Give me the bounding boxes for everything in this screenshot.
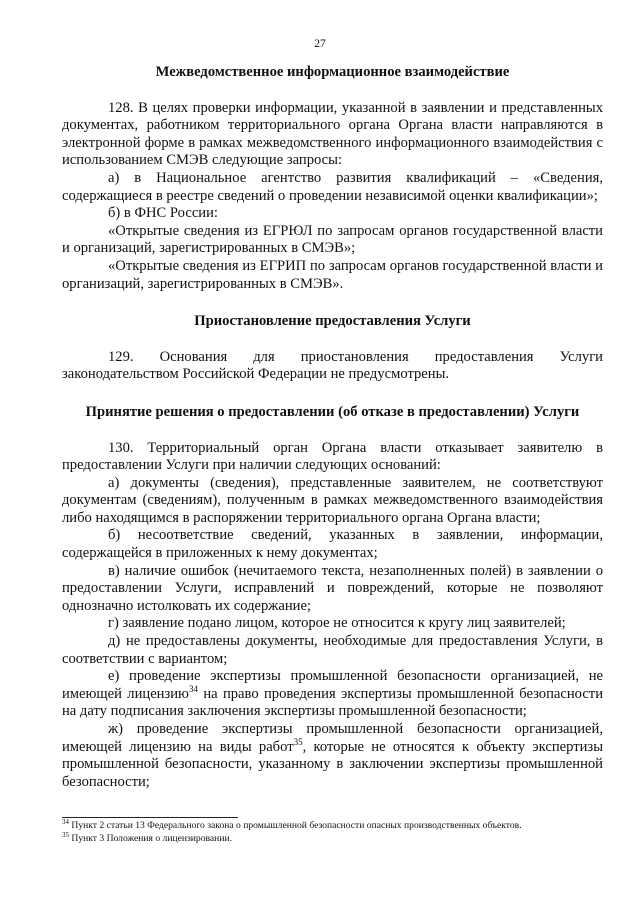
- paragraph-130-a: а) документы (сведения), представленные заявителем, не соответствуют документам (сведениям), полученным в рамках межведомственного взаимодействия либо находящимся в распоряжении территориального органа Органа власти;: [62, 474, 603, 526]
- footnote-35-text: Пункт 3 Положения о лицензировании.: [69, 832, 232, 844]
- footnote-divider: [62, 817, 238, 818]
- paragraph-130-e: [62, 668, 603, 721]
- paragraph-130: 130. Территориальный орган Органа власти отказывает заявителю в предоставлении Услуги при наличии следующих оснований:: [62, 439, 603, 474]
- paragraph-129: 129. Основания для приостановления предоставления Услуги законодательством Российской Федерации не предусмотрены.: [62, 348, 603, 383]
- paragraph-130-zh-text-end: , которые не относятся к объекту экспертизы промышленной безопасности, указанному в заключении экспертизы промышленной безопасности;: [62, 738, 603, 790]
- footnote-34-text: Пункт 2 статьи 13 Федерального закона о промышленной безопасности опасных производственных объектов.: [69, 820, 522, 831]
- heading-decision: Принятие решения о предоставлении (об отказе в предоставлении) Услуги: [85, 403, 580, 420]
- footnote-ref-34[interactable]: 34: [188, 683, 198, 694]
- paragraph-130-e-text-start: е) проведение экспертизы промышленной безопасности организацией, не имеющей лицензию: [62, 668, 603, 702]
- footnote-ref-35[interactable]: 35: [293, 736, 303, 747]
- heading-suspension: Приостановление предоставления Услуги: [194, 313, 471, 330]
- footnote-number-34: 34: [62, 817, 69, 826]
- page-number: 27: [314, 38, 326, 50]
- paragraph-130-zh: [62, 721, 603, 791]
- heading-interdepartmental-interaction: Межведомственное информационное взаимодействие: [155, 64, 510, 80]
- paragraph-130-b: б) несоответствие сведений, указанных в заявлении, информации, содержащейся в приложенных к нему документах;: [62, 527, 603, 562]
- footnote-35: [62, 830, 603, 846]
- page-body: [62, 64, 603, 791]
- paragraph-128-egrip: «Открытые сведения из ЕГРИП по запросам органов государственной власти и организаций, зарегистрированных в СМЭВ».: [62, 257, 603, 292]
- paragraph-130-v: в) наличие ошибок (нечитаемого текста, незаполненных полей) в заявлении о предоставлении Услуги, исправлений и повреждений, которые не позволяют однозначно истолковать их содержание;: [62, 562, 603, 614]
- footnote-34: [62, 817, 603, 833]
- paragraph-130-zh-text-start: ж) проведение экспертизы промышленной безопасности организацией, имеющей лицензию на виды работ: [62, 721, 603, 755]
- paragraph-130-g: г) заявление подано лицом, которое не относится к кругу лиц заявителей;: [108, 615, 566, 632]
- paragraph-130-e-text-end: на право проведения экспертизы промышленной безопасности на дату подписания заключения экспертизы промышленной безопасности;: [62, 685, 603, 720]
- paragraph-128-b: б) в ФНС России:: [108, 205, 218, 222]
- paragraph-130-d: д) не предоставлены документы, необходимые для предоставления Услуги, в соответствии с вариантом;: [62, 633, 603, 667]
- paragraph-128-egrul: «Открытые сведения из ЕГРЮЛ по запросам органов государственной власти и организаций, зарегистрированных в СМЭВ»;: [62, 222, 603, 257]
- paragraph-128: 128. В целях проверки информации, указанной в заявлении и представленных документах, работником территориального органа Органа власти направляются в электронной форме в рамках межведомственного информационного взаимодействия с использованием СМЭВ следующие запросы:: [62, 99, 603, 169]
- paragraph-128-a: а) в Национальное агентство развития квалификаций – «Сведения, содержащиеся в реестре сведений о проведении независимой оценки квалификации»;: [62, 169, 603, 204]
- footnote-number-35: 35: [62, 830, 69, 839]
- footnotes: [62, 817, 603, 845]
